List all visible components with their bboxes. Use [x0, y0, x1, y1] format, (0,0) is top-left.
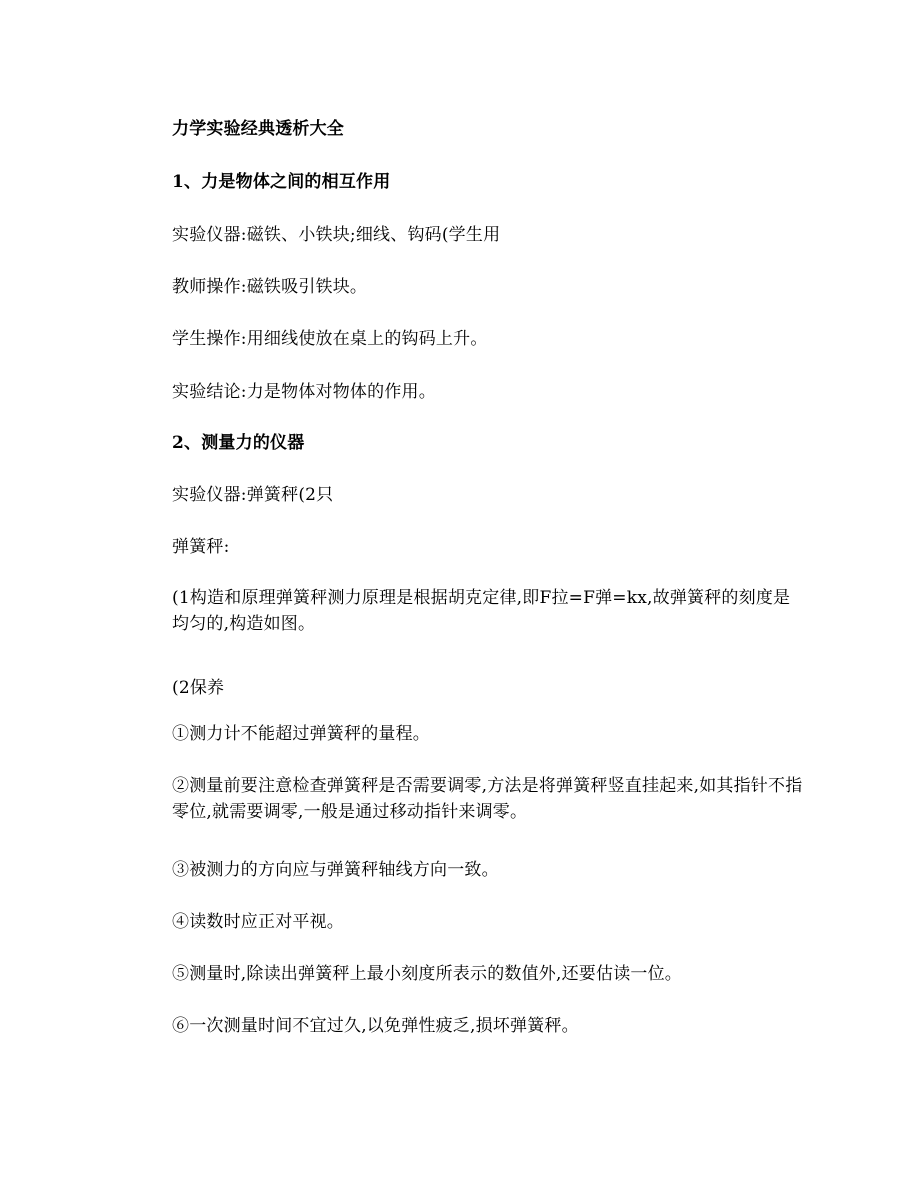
paragraph: 教师操作:磁铁吸引铁块。: [172, 277, 368, 297]
paragraph: 弹簧秤:: [172, 537, 230, 557]
list-item: ⑤测量时,除读出弹簧秤上最小刻度所表示的数值外,还要估读一位。: [172, 964, 683, 984]
list-item: ②测量前要注意检查弹簧秤是否需要调零,方法是将弹簧秤竖直挂起来,如其指针不指零位,就需要调零,一般是通过移动指针来调零。: [172, 776, 803, 822]
section-heading: 2、测量力的仪器: [172, 433, 305, 453]
paragraph: 实验仪器:弹簧秤(2只: [172, 485, 334, 505]
list-item: ③被测力的方向应与弹簧秤轴线方向一致。: [172, 860, 499, 880]
paragraph: 实验仪器:磁铁、小铁块;细线、钩码(学生用: [172, 225, 501, 245]
document-title: 力学实验经典透析大全: [172, 119, 344, 139]
paragraph: 学生操作:用细线使放在桌上的钩码上升。: [172, 329, 488, 349]
paragraph: 实验结论:力是物体对物体的作用。: [172, 382, 436, 402]
paragraph: (2保养: [172, 678, 225, 698]
list-item: ①测力计不能超过弹簧秤的量程。: [172, 724, 430, 744]
list-item: ⑥一次测量时间不宜过久,以免弹性疲乏,损坏弹簧秤。: [172, 1016, 579, 1036]
paragraph: (1构造和原理弹簧秤测力原理是根据胡克定律,即F拉=F弹=kx,故弹簧秤的刻度是均匀的,构造如图。: [172, 588, 791, 634]
list-item: ④读数时应正对平视。: [172, 912, 344, 932]
section-heading: 1、力是物体之间的相互作用: [172, 172, 391, 192]
